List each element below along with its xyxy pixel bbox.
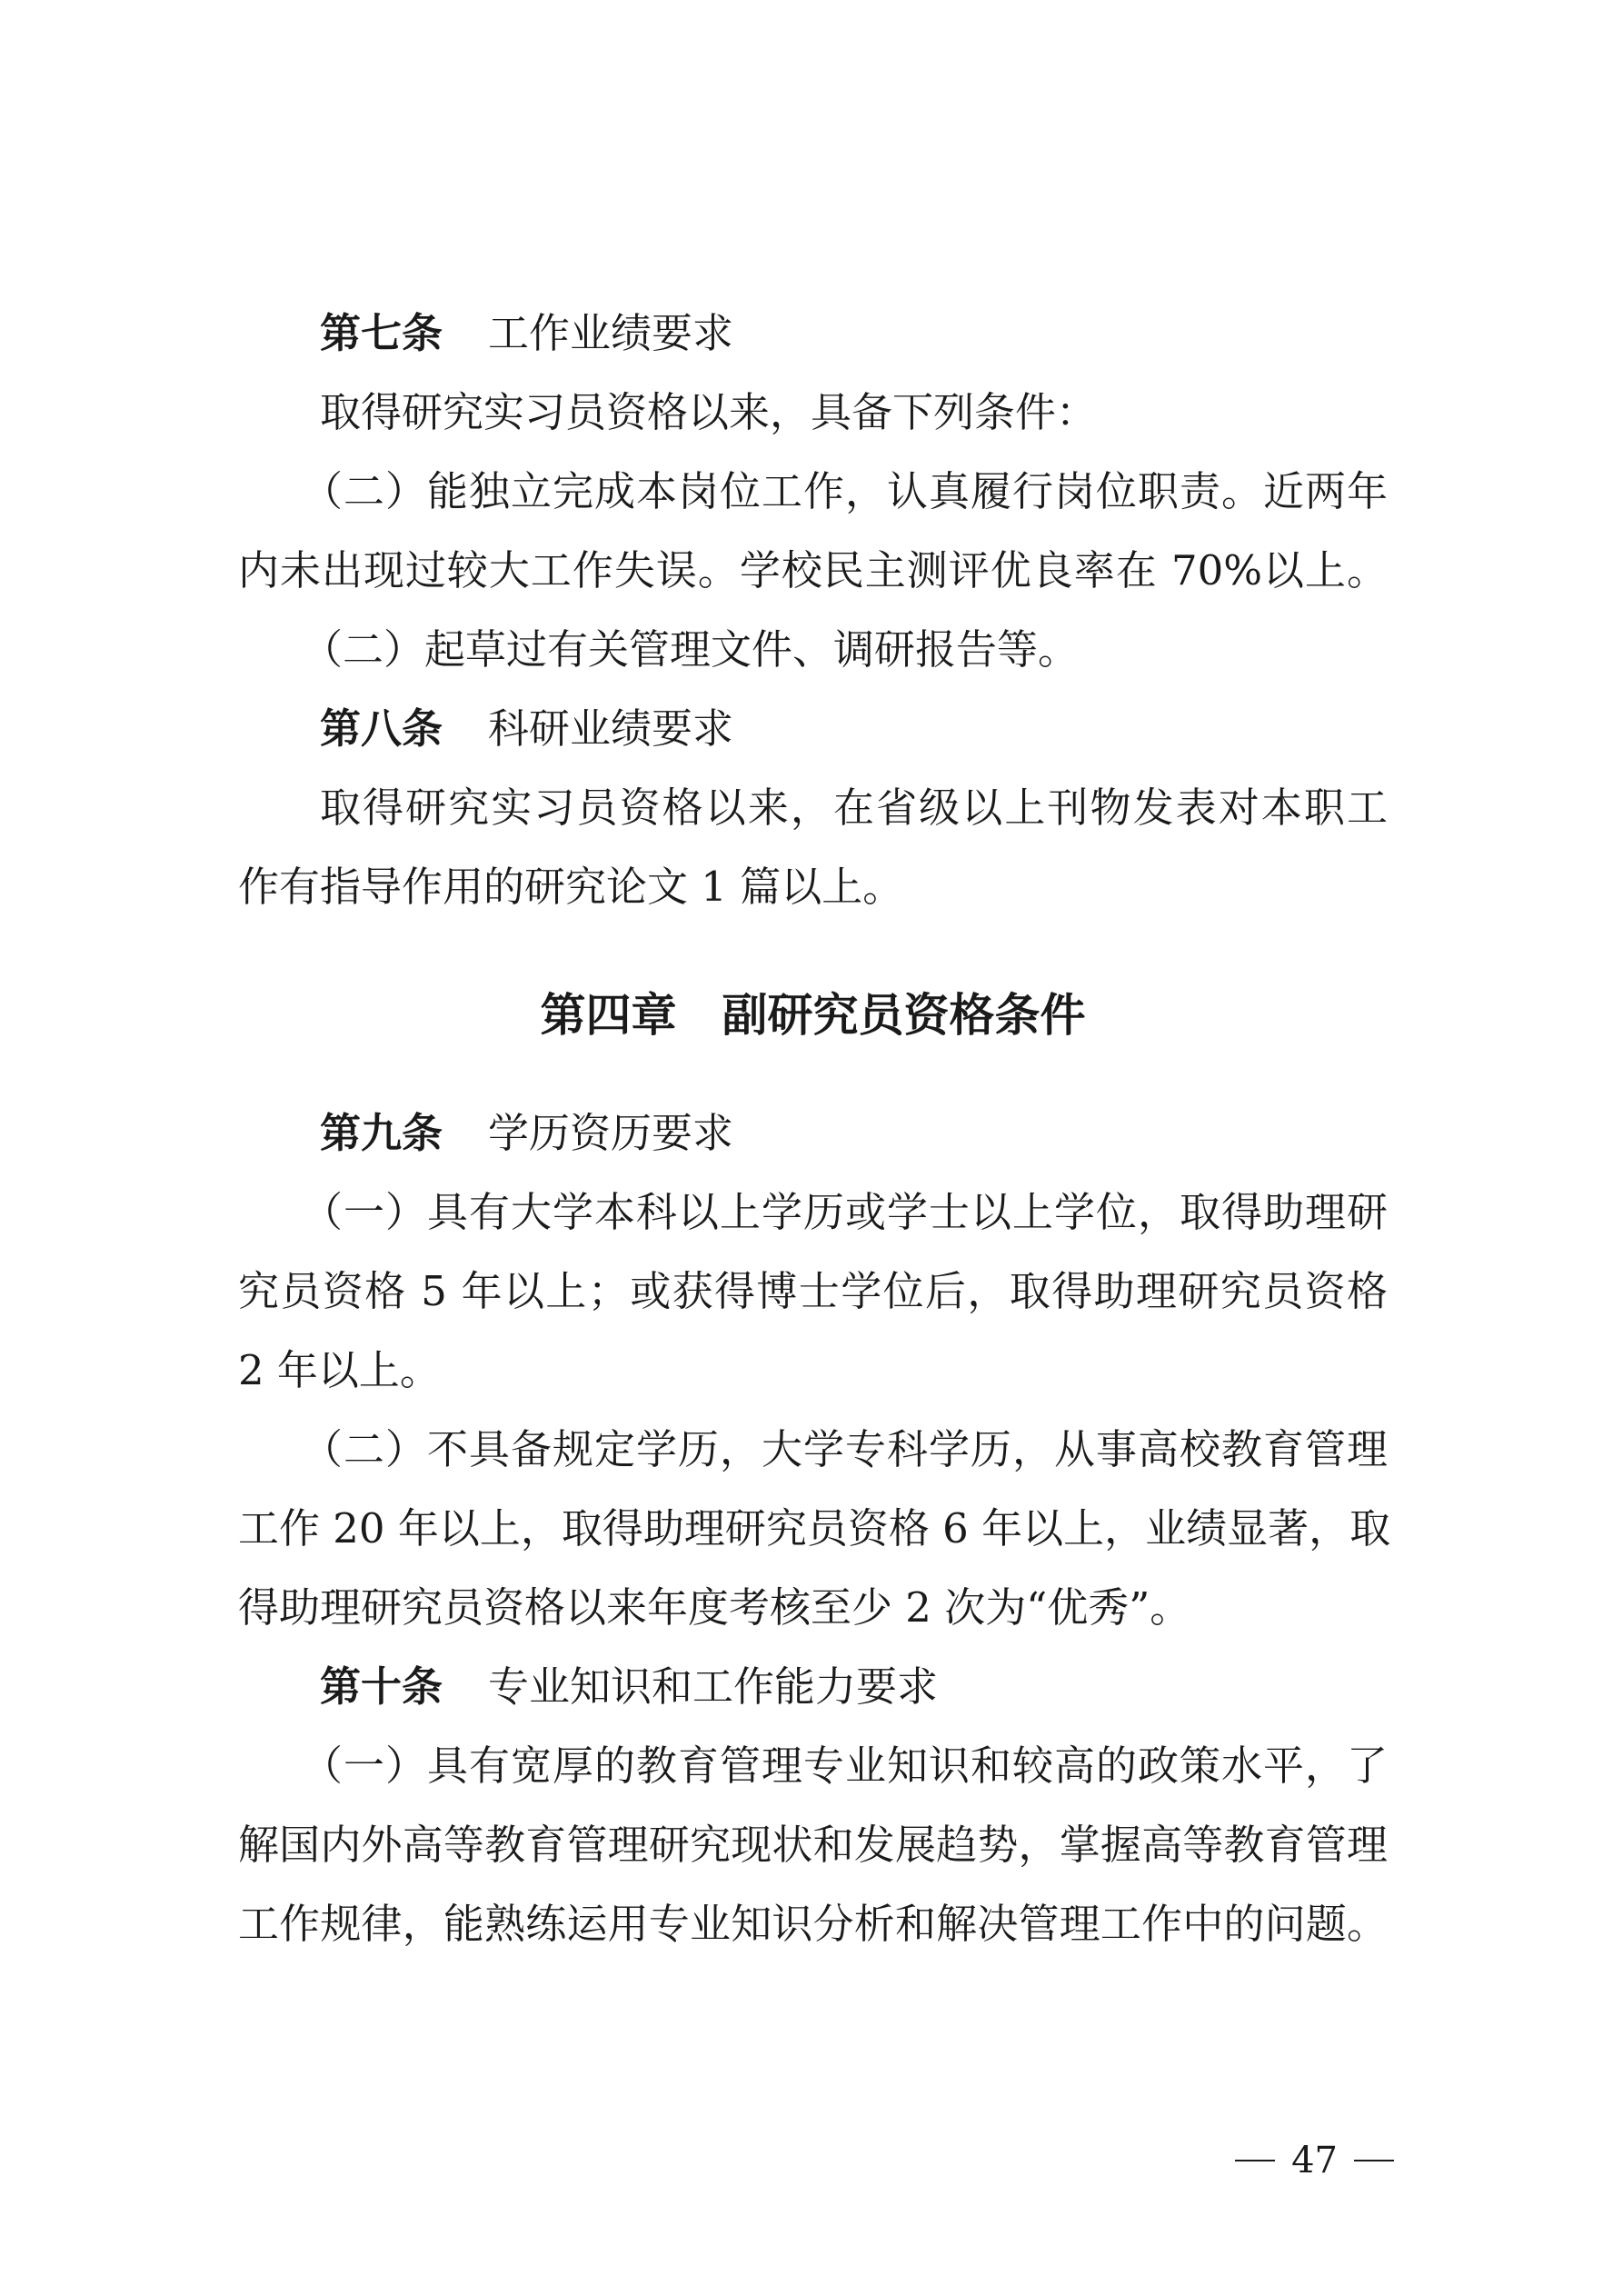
paragraph-line: 内未出现过较大工作失误。学校民主测评优良率在 70%以上。: [238, 546, 1388, 594]
article-title: 学历资历要求: [488, 1109, 734, 1157]
page-number: [1235, 2138, 1394, 2183]
paragraph-line: 究员资格 5 年以上；或获得博士学位后，取得助理研究员资格: [238, 1267, 1388, 1315]
paragraph-line: 取得研究实习员资格以来，具备下列条件：: [320, 388, 1098, 436]
article-8-heading: [320, 702, 1388, 756]
article-title: 专业知识和工作能力要求: [488, 1662, 939, 1711]
page-number-value: 47: [1291, 2140, 1338, 2181]
dash-left: [1235, 2160, 1275, 2161]
paragraph-line: 解国内外高等教育管理研究现状和发展趋势，掌握高等教育管理: [238, 1821, 1388, 1869]
article-9-heading: [320, 1106, 1388, 1161]
article-7-heading: [320, 306, 1388, 361]
dash-right: [1354, 2160, 1394, 2161]
article-title: 工作业绩要求: [488, 309, 734, 357]
paragraph-line: 工作 20 年以上，取得助理研究员资格 6 年以上，业绩显著，取: [238, 1504, 1391, 1552]
paragraph-line: 取得研究实习员资格以来，在省级以上刊物发表对本职工: [320, 784, 1388, 832]
paragraph-line: （二）起草过有关管理文件、调研报告等。: [302, 625, 1080, 674]
paragraph-line: （二）能独立完成本岗位工作，认真履行岗位职责。近两年: [302, 467, 1388, 515]
article-number: 第九条: [320, 1109, 443, 1157]
paragraph-line: 作有指导作用的研究论文 1 篇以上。: [238, 863, 904, 911]
paragraph-line: 2 年以上。: [238, 1346, 441, 1394]
chapter-heading: [238, 983, 1388, 1047]
paragraph-line: （一）具有大学本科以上学历或学士以上学位，取得助理研: [302, 1188, 1388, 1236]
paragraph-line: （二）不具备规定学历，大学专科学历，从事高校教育管理: [302, 1425, 1388, 1473]
article-title: 科研业绩要求: [488, 704, 734, 753]
chapter-title: 副研究员资格条件: [722, 989, 1086, 1042]
article-number: 第七条: [320, 309, 443, 357]
article-number: 第八条: [320, 704, 443, 753]
chapter-number: 第四章: [540, 989, 677, 1042]
paragraph-line: （一）具有宽厚的教育管理专业知识和较高的政策水平，了: [302, 1742, 1388, 1790]
paragraph-line: 工作规律，能熟练运用专业知识分析和解决管理工作中的问题。: [238, 1900, 1388, 1948]
article-10-heading: [320, 1660, 1388, 1714]
article-number: 第十条: [320, 1662, 443, 1711]
paragraph-line: 得助理研究员资格以来年度考核至少 2 次为“优秀”。: [238, 1583, 1191, 1632]
